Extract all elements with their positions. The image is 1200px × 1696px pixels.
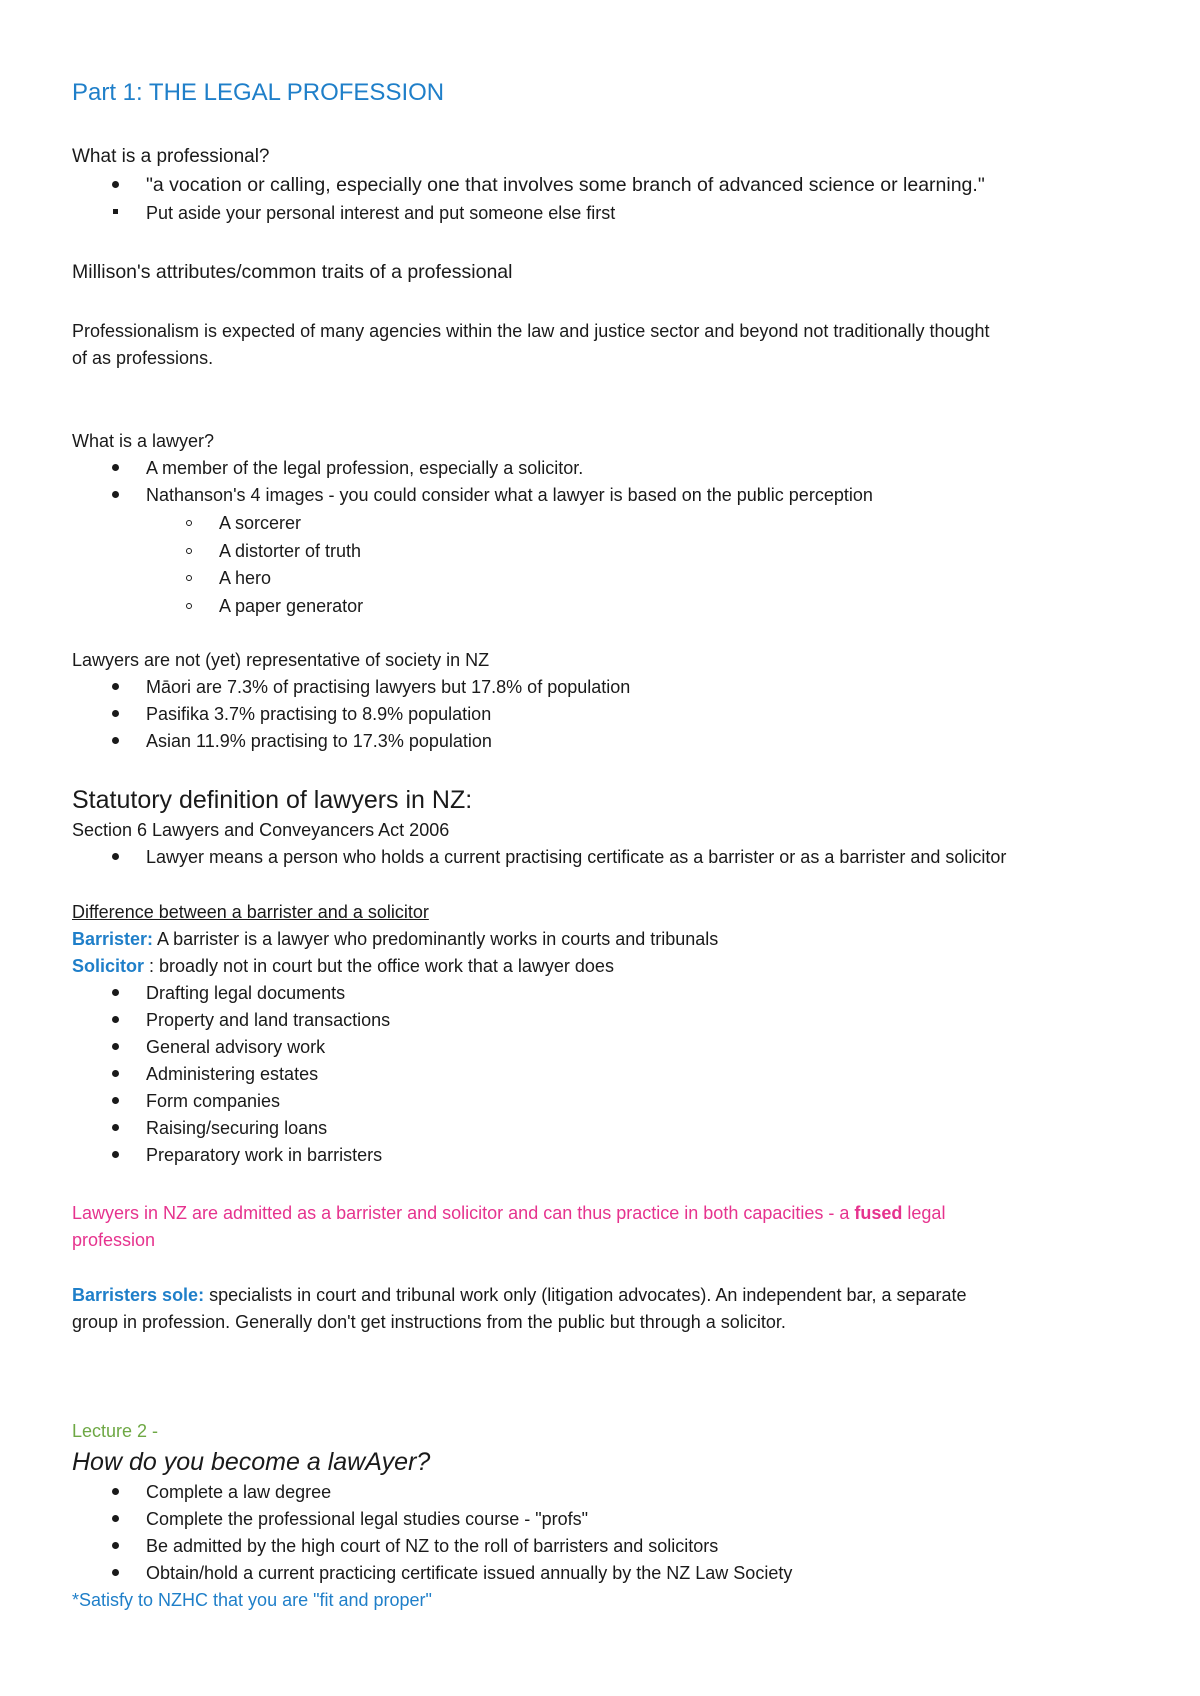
- representation-heading: Lawyers are not (yet) representative of society in NZ: [72, 650, 490, 670]
- list-item: A member of the legal profession, especially a solicitor.: [146, 456, 583, 480]
- sub-list-item: A distorter of truth: [219, 539, 361, 563]
- difference-heading: Difference between a barrister and a solicitor: [72, 902, 429, 922]
- millison-heading: Millison's attributes/common traits of a professional: [72, 261, 513, 283]
- circle-bullet-icon: [186, 603, 192, 609]
- sub-list-item: A hero: [219, 566, 271, 590]
- bullet-icon: [112, 491, 119, 498]
- professionalism-paragraph-line-1: Professionalism is expected of many agencies within the law and justice sector and beyond not traditionally thought: [72, 321, 990, 341]
- bullet-icon: [112, 1151, 119, 1158]
- circle-bullet-icon: [186, 548, 192, 554]
- bullet-icon: [112, 1016, 119, 1023]
- bullet-icon: [112, 683, 119, 690]
- barristers-sole-term: Barristers sole:: [72, 1285, 205, 1305]
- list-item: Obtain/hold a current practicing certificate issued annually by the NZ Law Society: [146, 1561, 792, 1585]
- list-item: Put aside your personal interest and put someone else first: [146, 201, 615, 225]
- square-bullet-icon: [113, 209, 118, 214]
- bullet-icon: [112, 1488, 119, 1495]
- bullet-icon: [112, 1542, 119, 1549]
- list-item: Be admitted by the high court of NZ to the roll of barristers and solicitors: [146, 1534, 718, 1558]
- list-item: Pasifika 3.7% practising to 8.9% population: [146, 702, 491, 726]
- list-item: Nathanson's 4 images - you could consider what a lawyer is based on the public perception: [146, 483, 873, 507]
- bullet-icon: [112, 1043, 119, 1050]
- list-item: Preparatory work in barristers: [146, 1143, 382, 1167]
- list-item: Property and land transactions: [146, 1008, 390, 1032]
- fit-and-proper-note: *Satisfy to NZHC that you are "fit and proper": [72, 1590, 432, 1610]
- fused-paragraph-line-2: profession: [72, 1230, 156, 1250]
- bullet-icon: [112, 989, 119, 996]
- list-item: Form companies: [146, 1089, 280, 1113]
- list-item: Lawyer means a person who holds a current practising certificate as a barrister or as a barrister and solicitor: [146, 845, 1006, 869]
- list-item: Raising/securing loans: [146, 1116, 327, 1140]
- bullet-icon: [112, 1097, 119, 1104]
- barrister-term: Barrister:: [72, 929, 154, 949]
- fused-term: fused: [854, 1203, 903, 1223]
- lawyer-heading: What is a lawyer?: [72, 431, 215, 451]
- list-item: General advisory work: [146, 1035, 325, 1059]
- barristers-sole-line-2: group in profession. Generally don't get instructions from the public but through a solicitor.: [72, 1312, 786, 1332]
- lecture-label: Lecture 2 -: [72, 1421, 159, 1441]
- barristers-sole-line-1: Barristers sole: specialists in court and tribunal work only (litigation advocates). An independent bar, a separate: [72, 1285, 967, 1305]
- bullet-icon: [112, 1569, 119, 1576]
- list-item: Drafting legal documents: [146, 981, 345, 1005]
- circle-bullet-icon: [186, 575, 192, 581]
- statutory-section: Section 6 Lawyers and Conveyancers Act 2006: [72, 820, 450, 840]
- fused-paragraph-line-1: Lawyers in NZ are admitted as a barrister and solicitor and can thus practice in both capacities - a fused legal: [72, 1203, 946, 1223]
- list-item: Asian 11.9% practising to 17.3% population: [146, 729, 492, 753]
- statutory-heading: Statutory definition of lawyers in NZ:: [72, 786, 473, 814]
- circle-bullet-icon: [186, 520, 192, 526]
- barrister-definition: Barrister: A barrister is a lawyer who predominantly works in courts and tribunals: [72, 929, 719, 949]
- list-item: Māori are 7.3% of practising lawyers but 17.8% of population: [146, 675, 630, 699]
- bullet-icon: [112, 464, 119, 471]
- list-item: Complete a law degree: [146, 1480, 331, 1504]
- bullet-icon: [112, 1124, 119, 1131]
- bullet-icon: [112, 1070, 119, 1077]
- solicitor-term: Solicitor: [72, 956, 145, 976]
- list-item: "a vocation or calling, especially one that involves some branch of advanced science or learning.": [146, 173, 985, 197]
- sub-list-item: A paper generator: [219, 594, 363, 618]
- bullet-icon: [112, 1515, 119, 1522]
- professional-heading: What is a professional?: [72, 146, 270, 167]
- list-item: Complete the professional legal studies course - "profs": [146, 1507, 588, 1531]
- list-item: Administering estates: [146, 1062, 318, 1086]
- solicitor-definition: Solicitor : broadly not in court but the office work that a lawyer does: [72, 956, 614, 976]
- bullet-icon: [112, 853, 119, 860]
- bullet-icon: [112, 737, 119, 744]
- sub-list-item: A sorcerer: [219, 511, 301, 535]
- lecture2-heading: How do you become a lawAyer?: [72, 1448, 431, 1476]
- bullet-icon: [112, 710, 119, 717]
- bullet-icon: [112, 181, 119, 188]
- page-title: Part 1: THE LEGAL PROFESSION: [72, 79, 445, 106]
- professionalism-paragraph-line-2: of as professions.: [72, 348, 214, 368]
